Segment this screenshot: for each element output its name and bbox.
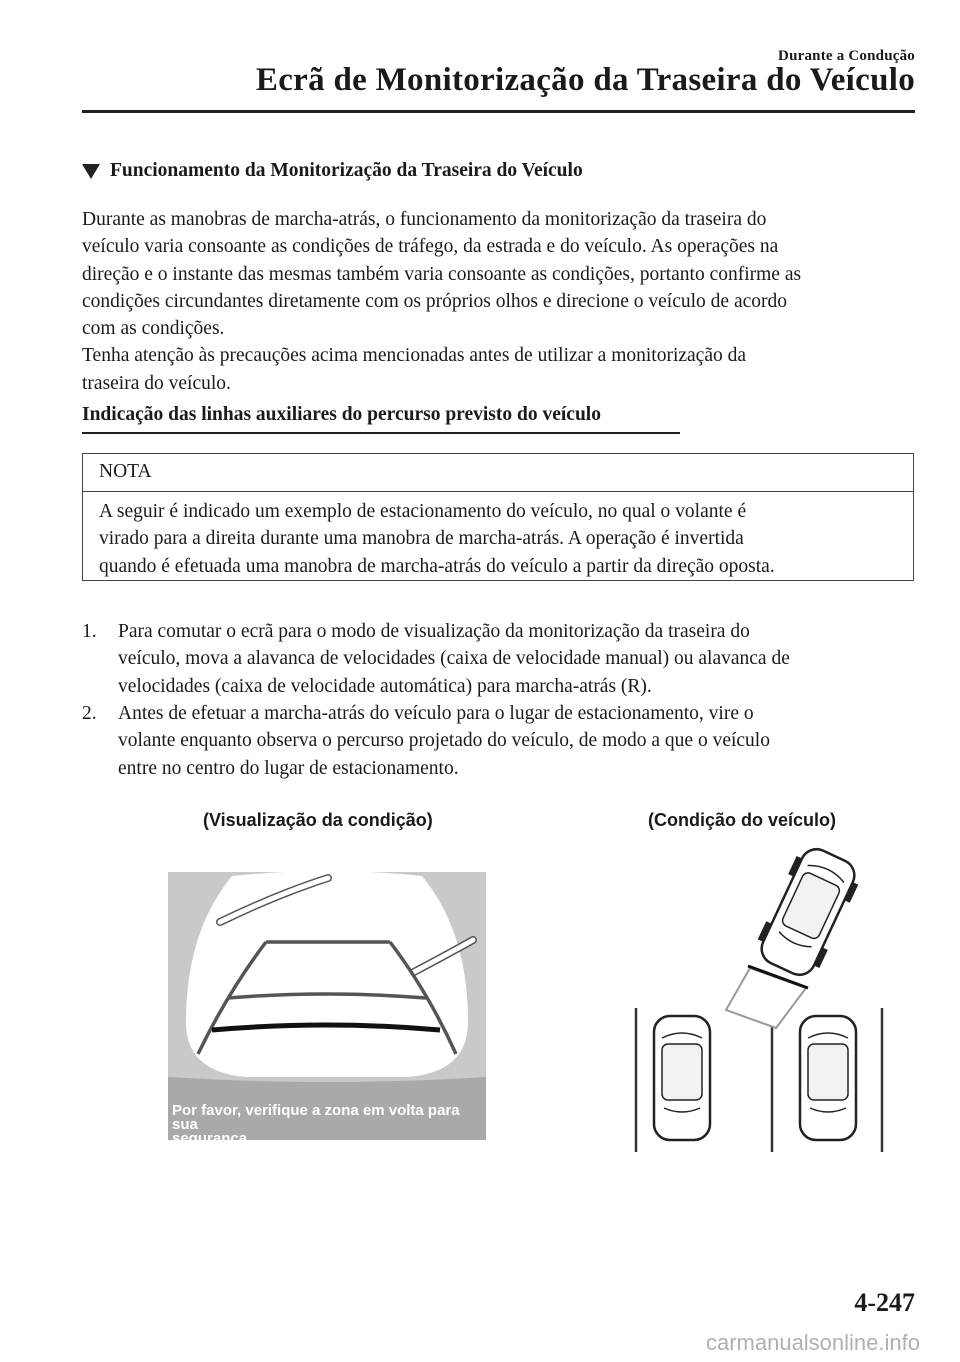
step-line: volante enquanto observa o percurso projetado do veículo, de modo a que o veículo (118, 730, 770, 752)
projected-zone (726, 968, 806, 1028)
left-figure-caption: (Visualização da condição) (203, 810, 433, 830)
vehicle-condition-illustration (630, 840, 890, 1152)
screen-safety-message (172, 1104, 472, 1146)
note-box (82, 453, 914, 581)
note-body (83, 492, 913, 580)
intro-line: veículo varia consoante as condições de tráfego, da estrada e do veículo. As operações na (82, 236, 779, 258)
chapter-title: Ecrã de Monitorização da Traseira do Veículo (255, 62, 915, 98)
intro-line: traseira do veículo. (82, 372, 231, 394)
footer-watermark: carmanualsonline.info (705, 1330, 920, 1355)
section-heading-text: Funcionamento da Monitorização da Traseira do Veículo (110, 160, 583, 181)
intro-paragraph (82, 206, 922, 397)
step-line: Para comutar o ecrã para o modo de visualização da monitorização da traseira do (118, 621, 750, 642)
note-label: NOTA (83, 454, 913, 492)
intro-line: com as condições. (82, 318, 225, 340)
screen-message-line: segurança. (172, 1130, 252, 1147)
intro-line: direção e o instante das mesmas também varia consoante as condições, portanto confirme as (82, 263, 802, 285)
intro-line: Durante as manobras de marcha-atrás, o funcionamento da monitorização da traseira do (82, 209, 767, 230)
subheading-underline (82, 432, 680, 434)
triangle-bullet-icon (82, 164, 100, 179)
step-line: entre no centro do lugar de estacionamento. (118, 757, 459, 779)
step-line: veículo, mova a alavanca de velocidades (caixa de velocidade manual) ou alavanca de (118, 648, 790, 670)
step-2 (82, 700, 922, 782)
step-number: 2. (82, 703, 97, 724)
intro-line: condições circundantes diretamente com os próprios olhos e direcione o veículo de acordo (82, 290, 788, 312)
note-line: quando é efetuada uma manobra de marcha-atrás do veículo a partir da direção oposta. (99, 555, 775, 577)
note-line: A seguir é indicado um exemplo de estacionamento do veículo, no qual o volante é (99, 501, 747, 522)
intro-line: Tenha atenção às precauções acima mencionadas antes de utilizar a monitorização da (82, 345, 747, 367)
subheading: Indicação das linhas auxiliares do percurso previsto do veículo (82, 404, 601, 425)
parked-car-right (800, 1016, 856, 1140)
camera-view-area (186, 872, 468, 1077)
note-line: virado para a direita durante uma manobra de marcha-atrás. A operação é invertida (99, 528, 744, 550)
header-rule (82, 110, 915, 113)
step-line: Antes de efetuar a marcha-atrás do veículo para o lugar de estacionamento, vire o (118, 703, 754, 724)
step-1 (82, 618, 922, 700)
section-heading (82, 160, 583, 182)
step-number: 1. (82, 621, 97, 642)
page-number: 4-247 (854, 1288, 915, 1317)
section-label: Durante a Condução (778, 48, 915, 64)
step-line: velocidades (caixa de velocidade automática) para marcha-atrás (R). (118, 675, 652, 697)
parked-car-left (654, 1016, 710, 1140)
reversing-car (751, 841, 865, 982)
screen-message-line: Por favor, verifique a zona em volta para sua (172, 1102, 460, 1133)
right-figure-caption: (Condição do veículo) (648, 810, 837, 830)
